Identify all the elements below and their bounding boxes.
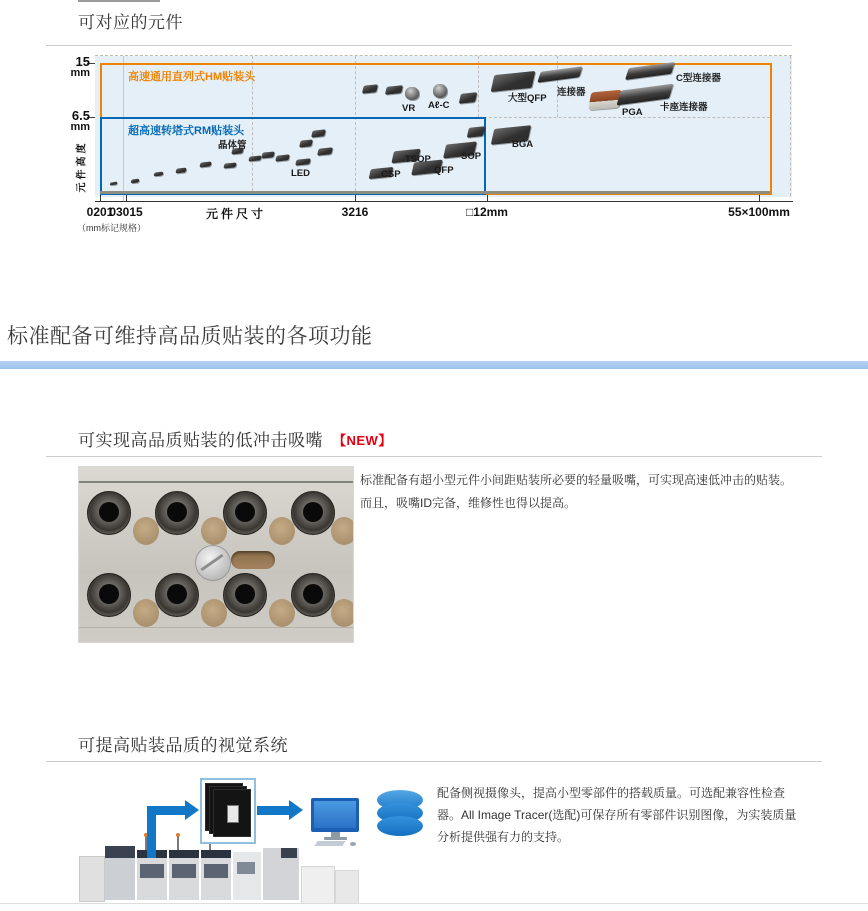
flow-arrowhead-icon	[185, 800, 199, 820]
recognition-image-frame	[200, 778, 256, 844]
vision-feature-title: 可提高贴装品质的视觉系统	[78, 736, 288, 755]
signal-pole	[177, 836, 179, 850]
flow-arrow	[147, 810, 156, 858]
x-tick-label: 3216	[341, 205, 369, 219]
chart-dashed-top	[95, 55, 792, 56]
y-label-15: 15 mm	[70, 54, 90, 79]
nozzle	[155, 573, 199, 621]
x-tick	[759, 195, 760, 201]
component-label: LED	[291, 168, 310, 179]
divider	[46, 456, 822, 457]
monitor-icon	[311, 798, 359, 832]
y-axis-title: 元件高度	[76, 140, 88, 193]
component-label: TSOP	[405, 154, 431, 165]
top-edge-fragment	[78, 0, 160, 2]
screw	[195, 545, 231, 581]
x-tick-label: 0201	[86, 205, 114, 219]
hm-zone-label: 高速通用直列式HM贴装头	[128, 71, 256, 83]
component-chip	[588, 90, 621, 111]
vision-diagram	[75, 770, 425, 903]
x-tick	[487, 195, 488, 201]
component-label: 卡座连接器	[660, 102, 708, 113]
component-label: 晶体管	[218, 140, 247, 151]
vision-feature-body: 配备侧视摄像头，提高小型零部件的搭载质量。可选配兼容性检查器。All Image Tracer(选配)可保存所有零部件识别图像，为实装质量分析提供强有力的支持。	[437, 786, 797, 844]
component-label: C型连接器	[676, 73, 721, 84]
y-label-65: 6.5 mm	[70, 108, 90, 133]
nozzle-feature-body: 标准配备有超小型元件小间距贴装所必要的轻量吸嘴，可实现高速低冲击的贴装。而且，吸嘴ID完备，维修性也得以提高。	[360, 473, 793, 510]
tray-slot	[231, 551, 275, 569]
machine-oven	[263, 848, 299, 900]
component-label: 大型QFP	[508, 93, 547, 104]
chart-dashed-right	[790, 56, 791, 196]
machine-mounter	[201, 850, 231, 900]
component-chip	[405, 87, 419, 100]
mouse-icon	[350, 842, 356, 846]
component-label: 连接器	[557, 87, 586, 98]
compat-section-title: 可对应的元件	[78, 13, 183, 32]
x-tick	[100, 195, 101, 201]
features-heading: 标准配备可维持高品质贴装的各项功能	[7, 325, 373, 348]
machine-table	[301, 866, 335, 903]
x-tick	[126, 195, 127, 201]
nozzle	[291, 491, 335, 539]
x-axis-line	[95, 201, 793, 202]
component-label: PGA	[622, 107, 643, 118]
divider	[46, 761, 822, 762]
component-label: BGA	[512, 139, 534, 150]
nozzle	[223, 491, 267, 539]
keyboard-icon	[315, 841, 346, 846]
monitor-base	[324, 837, 347, 840]
divider	[46, 45, 792, 46]
section-accent-bar	[0, 361, 868, 369]
nozzle	[223, 573, 267, 621]
compat-chart	[0, 55, 868, 245]
component-label: SOP	[461, 151, 482, 162]
x-tick-label: □12mm	[466, 205, 508, 219]
database-icon	[377, 790, 423, 836]
machine-end	[335, 870, 359, 903]
new-badge: 【NEW】	[333, 433, 392, 448]
component-label: QFP	[434, 165, 454, 176]
nozzle-title-text: 可实现高品质贴装的低冲击吸嘴	[78, 431, 323, 450]
machine-cabinet	[79, 856, 105, 902]
component-chip	[433, 84, 447, 98]
nozzle	[87, 573, 131, 621]
x-axis-title: 元件尺寸	[205, 207, 267, 221]
photo-rail	[79, 627, 353, 628]
component-label: CSP	[381, 169, 401, 180]
photo-rail	[79, 481, 353, 483]
flow-arrow	[147, 806, 185, 815]
nozzle-photo	[78, 466, 354, 643]
machine-printer	[105, 846, 135, 900]
flow-arrow	[257, 806, 289, 815]
nozzle	[87, 491, 131, 539]
machine-inspection	[233, 852, 261, 900]
x-tick	[355, 195, 356, 201]
nozzle	[155, 491, 199, 539]
nozzle-feature-title	[78, 426, 392, 451]
x-tick-label: 03015	[109, 205, 143, 219]
x-axis-note: （mm标记规格）	[77, 223, 146, 233]
component-label: VR	[402, 103, 416, 114]
database-disc	[377, 816, 423, 836]
chart-floor-line	[100, 191, 770, 194]
page-bottom-border	[0, 903, 868, 904]
x-tick-label: 55×100mm	[728, 205, 790, 219]
nozzle	[291, 573, 335, 621]
component-label: Aℓ-C	[428, 100, 450, 111]
component-image	[213, 789, 251, 837]
machine-mounter	[169, 850, 199, 900]
flow-arrowhead-icon	[289, 800, 303, 820]
rm-zone-label: 超高速转塔式RM贴装头	[128, 125, 245, 137]
